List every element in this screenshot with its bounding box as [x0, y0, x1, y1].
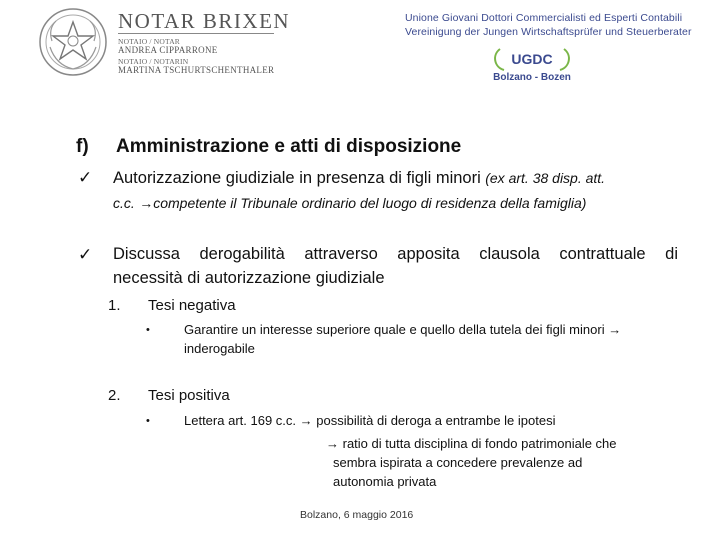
thesis-2-text-1: Lettera art. 169 c.c. — [184, 413, 297, 428]
thesis-2-line-4: autonomia privata — [333, 474, 437, 489]
point-1-note-2: competente il Tribunale ordinario del luogo di residenza della famiglia) — [153, 195, 587, 211]
point-2-line-2: necessità di autorizzazione giudiziale — [113, 269, 385, 287]
arrow-right-icon: → — [608, 322, 622, 337]
thesis-2-line-1 — [184, 413, 555, 428]
association-name-german: Vereinigung der Jungen Wirtschaftsprüfer und Steuerberater — [405, 26, 692, 38]
thesis-2-number: 2. — [108, 387, 121, 404]
association-logo-letters: UGDC — [511, 51, 553, 67]
thesis-2-text-1b: possibilità di deroga a entrambe le ipotesi — [316, 413, 556, 428]
arrow-right-icon: → — [299, 413, 313, 428]
association-name-italian: Unione Giovani Dottori Commercialisti ed Esperti Contabili — [405, 12, 683, 24]
arrow-right-icon: → — [139, 195, 154, 211]
notary-role-1: NOTAIO / NOTAR — [118, 37, 181, 46]
point-1-line-1 — [113, 169, 605, 188]
point-1-note-2-prefix: c.c. — [113, 195, 135, 211]
notary-name-2: MARTINA TSCHURTSCHENTHALER — [118, 65, 275, 75]
bullet-icon: • — [146, 415, 150, 427]
arrow-right-icon: → — [326, 436, 339, 451]
checkmark-icon: ✓ — [78, 245, 93, 264]
footer-date: Bolzano, 6 maggio 2016 — [300, 509, 414, 521]
section-letter: f) — [76, 136, 89, 157]
section-title: Amministrazione e atti di disposizione — [116, 136, 462, 157]
checkmark-icon: ✓ — [78, 168, 93, 187]
point-1-line-2 — [113, 195, 586, 213]
thesis-1-line-1 — [184, 322, 621, 337]
notary-name-1: ANDREA CIPPARRONE — [118, 45, 218, 55]
association-logo — [492, 45, 572, 73]
thesis-1-text-1: Garantire un interesse superiore quale e quello della tutela dei figli minori — [184, 322, 605, 337]
thesis-1-line-2: inderogabile — [184, 341, 255, 356]
thesis-2-line-2 — [326, 436, 617, 451]
point-1-text: Autorizzazione giudiziale in presenza di figli minori — [113, 169, 481, 187]
bullet-icon: • — [146, 324, 150, 336]
thesis-1-number: 1. — [108, 297, 121, 314]
association-city: Bolzano - Bozen — [493, 72, 571, 83]
thesis-2-line-3: sembra ispirata a concedere prevalenze ad — [333, 455, 583, 470]
notary-role-2: NOTAIO / NOTARIN — [118, 57, 189, 66]
notary-title: NOTAR BRIXEN — [118, 9, 291, 33]
notary-seal-emblem — [38, 7, 108, 77]
thesis-2-text-2: ratio di tutta disciplina di fondo patrimoniale che — [342, 436, 617, 451]
point-2-line-1: Discussa derogabilità attraverso apposita clausola contrattuale di — [113, 245, 678, 263]
thesis-2-title: Tesi positiva — [148, 387, 230, 404]
point-1-note-1: (ex art. 38 disp. att. — [485, 170, 606, 186]
notary-divider — [118, 33, 274, 34]
thesis-1-title: Tesi negativa — [148, 297, 236, 314]
